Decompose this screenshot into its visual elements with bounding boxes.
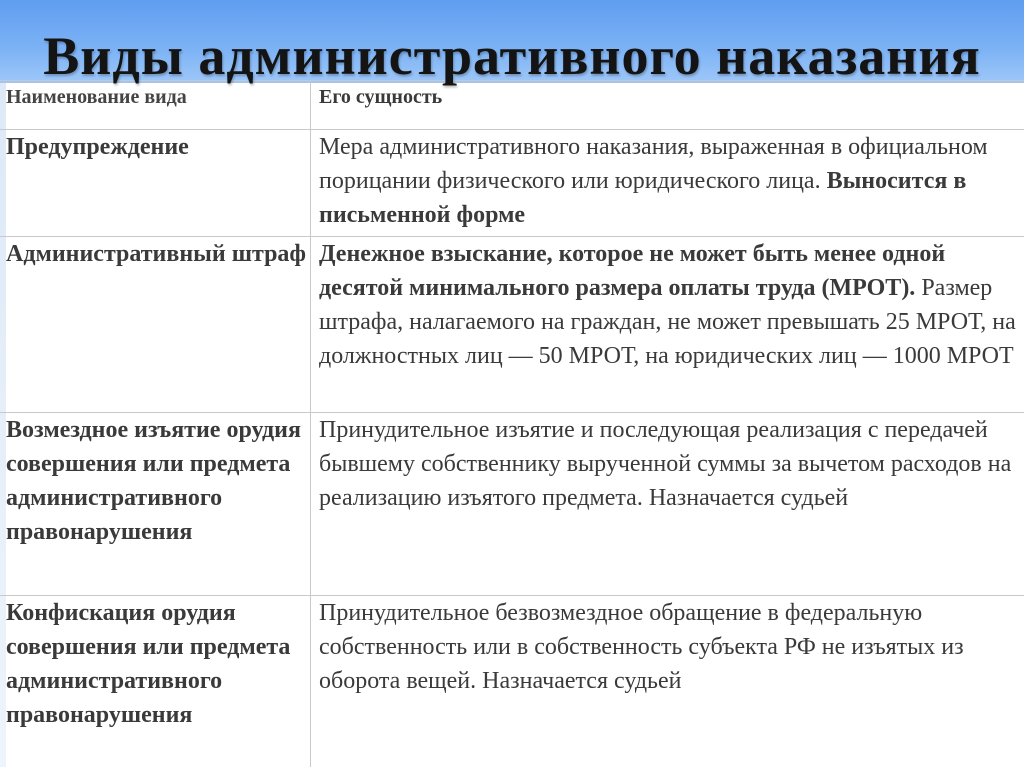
- essence-bold-text: Выносится в письменной форме: [319, 168, 967, 228]
- essence-bold-text: Денежное взыскание, которое не может быть менее одной десятой минимального размера оплаты труда (МРОТ).: [319, 241, 946, 301]
- table-row: [0, 413, 1024, 596]
- row-essence-warning: [311, 130, 1024, 237]
- header-essence: Его сущность: [311, 81, 1024, 130]
- row-essence-fine: [311, 237, 1024, 413]
- table-row: [0, 237, 1024, 413]
- table-row: [0, 130, 1024, 237]
- row-essence-confiscation: Принудительное безвозмездное обращение в федеральную собственность или в собственность субъекта РФ не изъятых из оборота вещей. Назначается судьей: [311, 596, 1024, 767]
- row-name-paid-seizure: Возмездное изъятие орудия совершения или предмета административного правонарушения: [0, 413, 311, 596]
- row-name-fine: Административный штраф: [0, 237, 311, 413]
- header-name-of-type: Наименование вида: [0, 81, 311, 130]
- essence-text: Мера административного наказания, выраженная в официальном порицании физического или юридического лица.: [319, 134, 988, 194]
- table-row: [0, 596, 1024, 767]
- row-name-confiscation: Конфискация орудия совершения или предмета административного правонарушения: [0, 596, 311, 767]
- punishment-types-table: [0, 80, 1024, 767]
- row-name-warning: Предупреждение: [0, 130, 311, 237]
- essence-text: Размер штрафа, налагаемого на граждан, не может превышать 25 МРОТ, на должностных лиц — 50 МРОТ, на юридических лиц — 1000 МРОТ: [319, 275, 1016, 369]
- row-essence-paid-seizure: Принудительное изъятие и последующая реализация с передачей бывшему собственнику вырученной суммы за вычетом расходов на реализацию изъятого предмета. Назначается судьей: [311, 413, 1024, 596]
- slide-title: Виды административного наказания: [43, 26, 981, 86]
